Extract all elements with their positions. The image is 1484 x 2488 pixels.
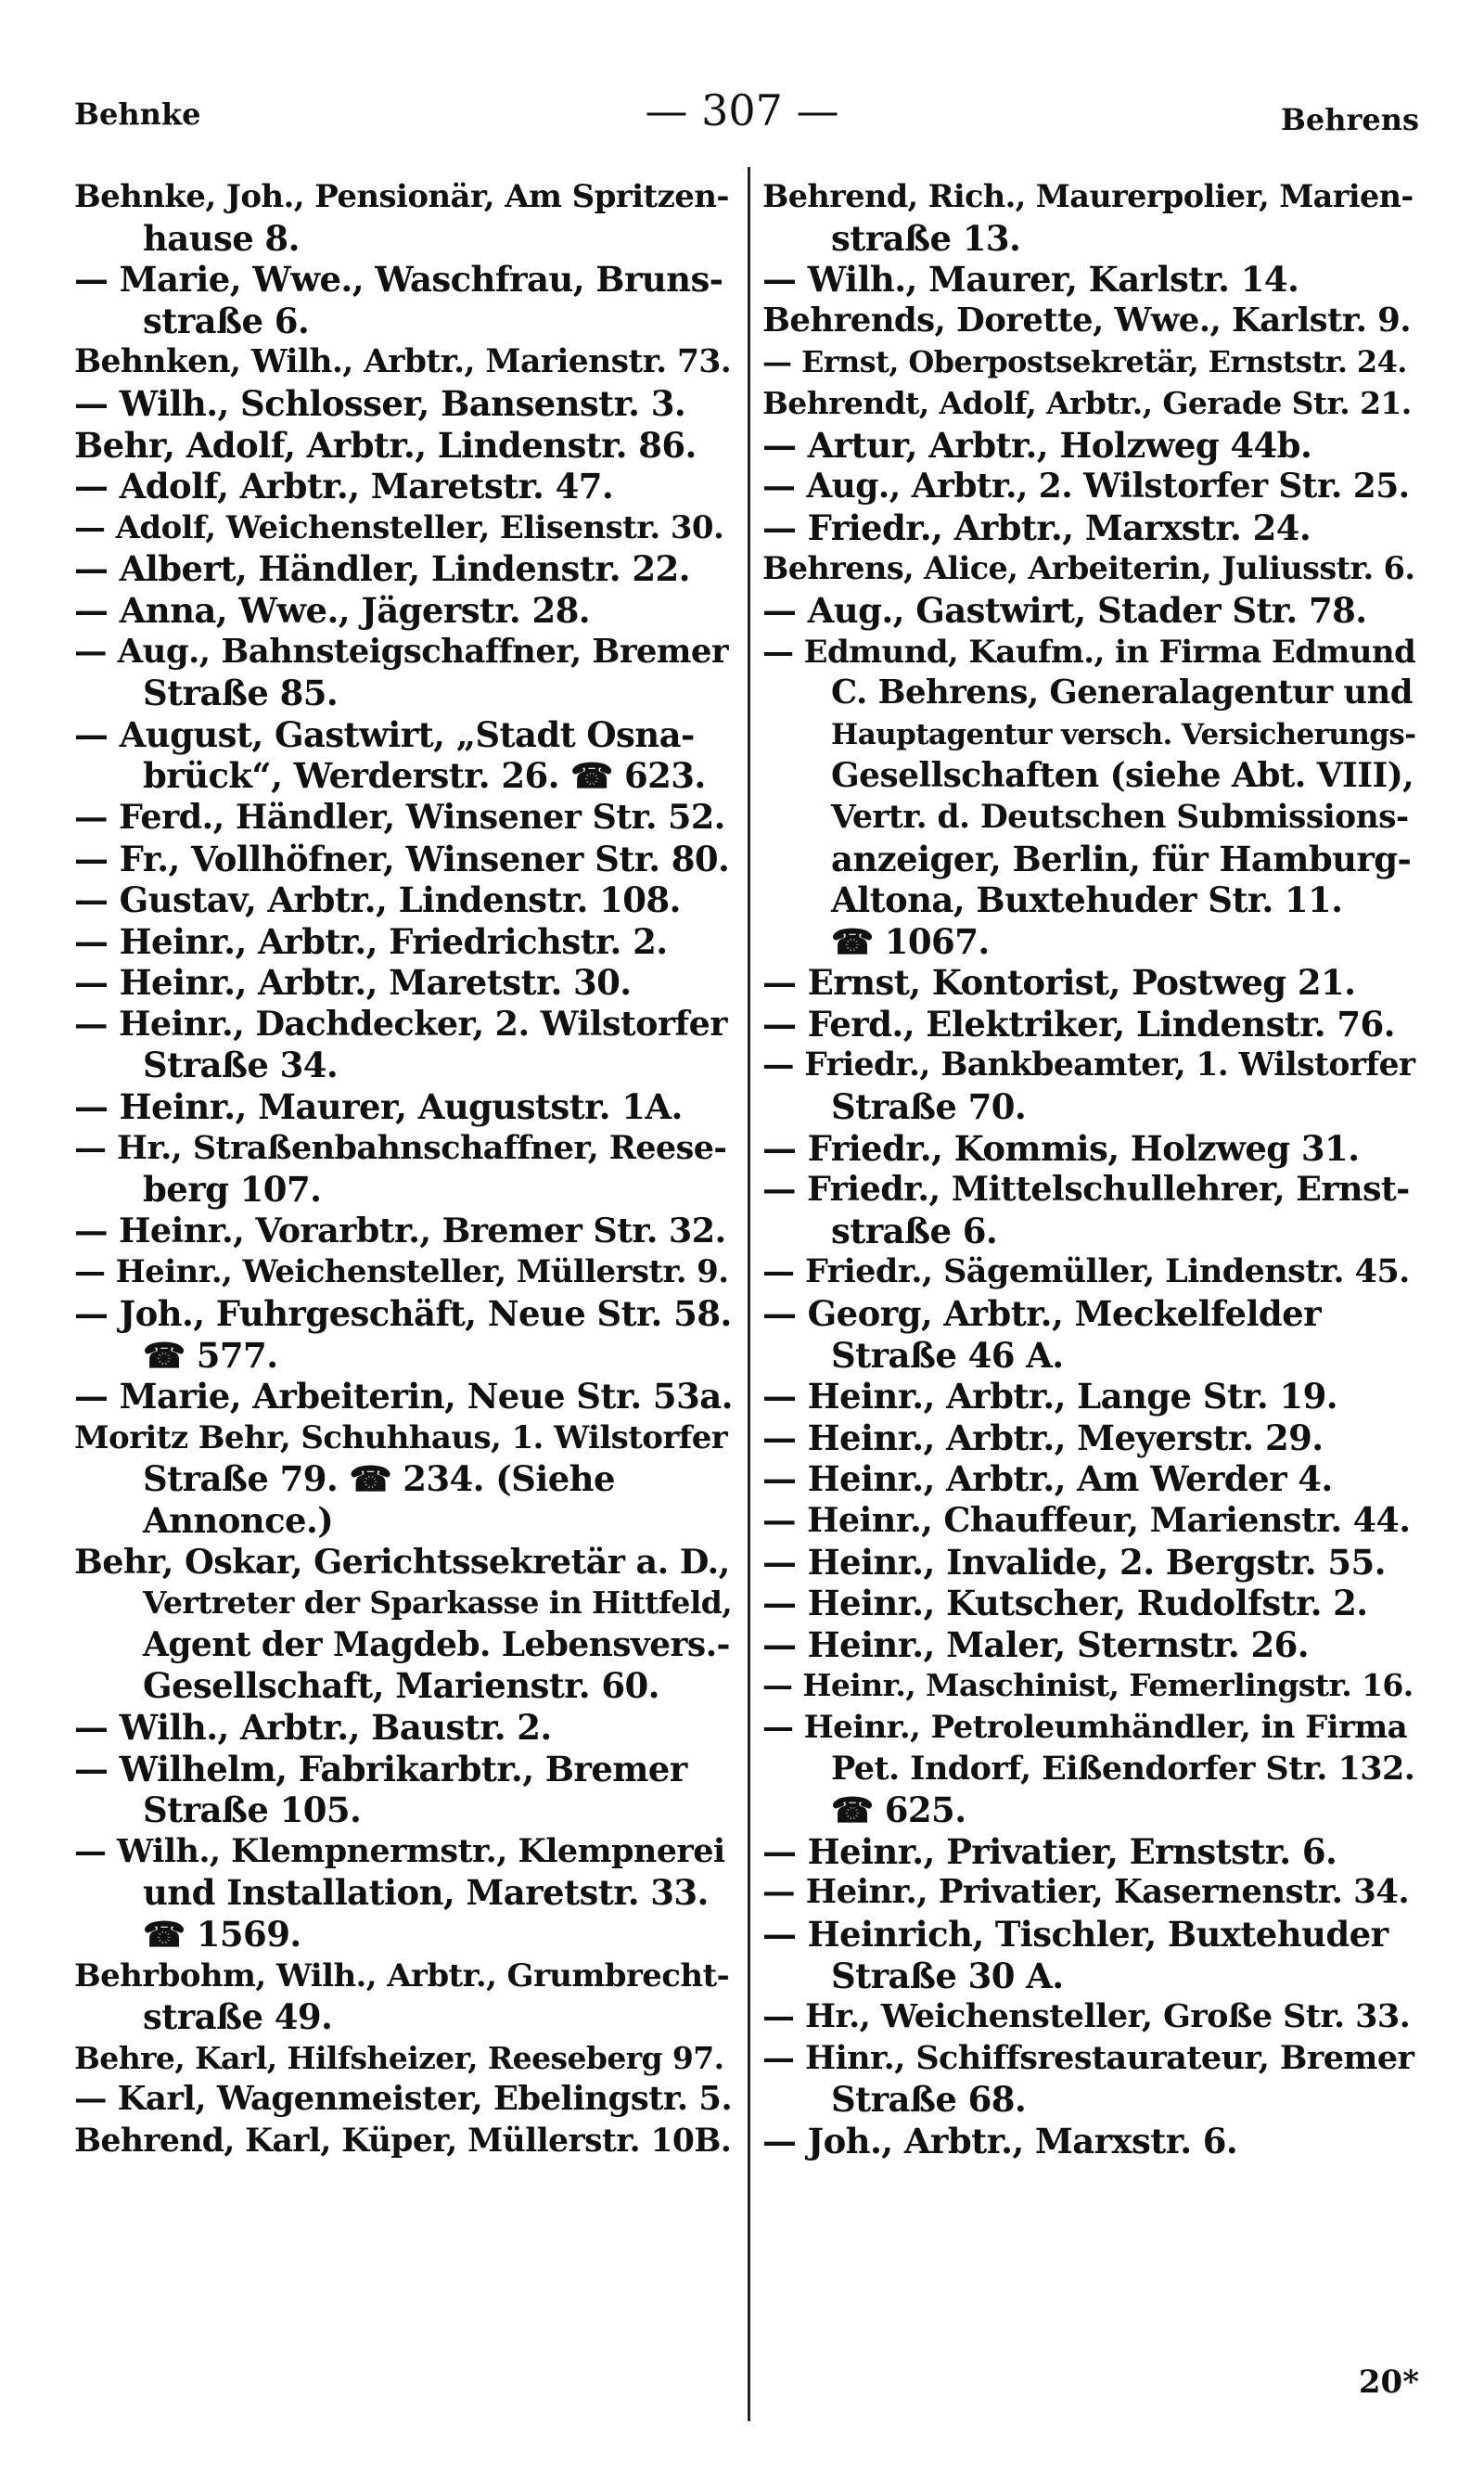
directory-entry: [74, 1128, 733, 1211]
entry-continuation-line: ☎ 1569.: [143, 1913, 301, 1955]
directory-entry: [762, 962, 1416, 1004]
entry-line: Behrend, Rich., Maurerpolier, Marien-: [762, 178, 1414, 214]
directory-entry: [762, 1872, 1416, 1914]
entry-continuation-line: hause 8.: [143, 217, 300, 259]
directory-entry: [762, 1169, 1416, 1251]
entry-line: — Heinr., Weichensteller, Müllerstr. 9.: [74, 1253, 729, 1291]
entry-line: — Adolf, Arbtr., Maretstr. 47.: [74, 466, 614, 507]
entry-line: — Ferd., Elektriker, Lindenstr. 76.: [762, 1003, 1395, 1045]
entry-line: — Marie, Wwe., Waschfrau, Bruns-: [74, 259, 723, 301]
entry-continuation-line: Vertr. d. Deutschen Submissions-: [831, 798, 1409, 836]
entry-continuation-line: Straße 79. ☎ 234. (Siehe: [143, 1458, 615, 1500]
entry-line: — Georg, Arbtr., Meckelfelder: [762, 1293, 1322, 1335]
directory-entry: [762, 301, 1416, 342]
entry-line: — Hr., Weichensteller, Große Str. 33.: [762, 1997, 1411, 2036]
directory-entry: [762, 1458, 1416, 1500]
entry-continuation-line: brück“, Werderstr. 26. ☎ 623.: [143, 755, 706, 797]
directory-entry: [74, 2121, 733, 2162]
directory-entry: [762, 1583, 1416, 1624]
entry-line: — Heinr., Privatier, Kasernenstr. 34.: [762, 1873, 1410, 1912]
entry-line: — Wilh., Maurer, Karlstr. 14.: [762, 259, 1299, 301]
entry-continuation-line: Altona, Buxtehuder Str. 11.: [831, 879, 1343, 921]
directory-entry: [74, 341, 733, 383]
directory-entry: [74, 1211, 733, 1252]
directory-entry: [74, 1542, 733, 1707]
entry-line: — Wilh., Schlosser, Bansenstr. 3.: [74, 382, 686, 424]
directory-entry: [762, 1500, 1416, 1542]
directory-entry: [762, 548, 1416, 590]
entry-continuation-line: Vertreter der Sparkasse in Hittfeld,: [143, 1584, 733, 1622]
entry-continuation-line: Straße 105.: [143, 1789, 362, 1831]
directory-entry: [74, 1251, 733, 1293]
entry-continuation-line: ☎ 577.: [143, 1334, 278, 1376]
directory-entry: [74, 2038, 733, 2080]
directory-entry: [762, 176, 1416, 259]
entry-line: — Heinr., Maler, Sternstr. 26.: [762, 1623, 1310, 1665]
entry-line: — Joh., Arbtr., Marxstr. 6.: [762, 2120, 1238, 2161]
entry-line: Behrbohm, Wilh., Arbtr., Grumbrecht-: [74, 1956, 730, 1994]
entry-line: — Karl, Wagenmeister, Ebelingstr. 5.: [74, 2080, 733, 2119]
directory-entry: [762, 1914, 1416, 1996]
entry-line: — Ernst, Kontorist, Postweg 21.: [762, 962, 1356, 1004]
entry-continuation-line: ☎ 1067.: [831, 920, 990, 962]
directory-entry: [762, 425, 1416, 467]
directory-entry: [74, 797, 733, 839]
entry-line: — Friedr., Arbtr., Marxstr. 24.: [762, 507, 1311, 548]
directory-entry: [74, 259, 733, 341]
running-head-left: Behnke: [74, 96, 201, 132]
entry-line: — Heinr., Maschinist, Femerlingstr. 16.: [762, 1667, 1414, 1704]
entry-line: — August, Gastwirt, „Stadt Osna-: [74, 713, 695, 755]
entry-line: — Aug., Arbtr., 2. Wilstorfer Str. 25.: [762, 467, 1410, 507]
entry-line: — Heinr., Kutscher, Rudolfstr. 2.: [762, 1583, 1368, 1624]
directory-entry: [762, 1417, 1416, 1459]
entry-line: — Wilh., Arbtr., Baustr. 2.: [74, 1706, 552, 1748]
directory-entry: [74, 1376, 733, 1417]
directory-entry: [762, 1004, 1416, 1045]
entry-line: — Hr., Straßenbahnschaffner, Reese-: [74, 1128, 727, 1167]
entry-line: Behr, Oskar, Gerichtssekretär a. D.,: [74, 1541, 730, 1582]
entry-continuation-line: Hauptagentur versch. Versicherungs-: [831, 717, 1416, 751]
directory-entry: [762, 1542, 1416, 1584]
entry-line: — Heinr., Arbtr., Maretstr. 30.: [74, 962, 632, 1004]
entry-line: — Friedr., Mittelschullehrer, Ernst-: [762, 1169, 1410, 1210]
entry-line: — Ferd., Händler, Winsener Str. 52.: [74, 796, 725, 837]
directory-entry: [74, 1707, 733, 1749]
directory-entry: [762, 1831, 1416, 1873]
directory-entry: [74, 466, 733, 507]
entry-line: — Anna, Wwe., Jägerstr. 28.: [74, 589, 591, 631]
directory-entry: [74, 1004, 733, 1086]
entry-line: Behrend, Karl, Küper, Müllerstr. 10B.: [74, 2122, 732, 2160]
entry-line: — Heinr., Invalide, 2. Bergstr. 55.: [762, 1541, 1386, 1583]
directory-entry: [74, 921, 733, 963]
directory-entry: [762, 1045, 1416, 1127]
directory-entry: [762, 259, 1416, 301]
directory-entry: [74, 1749, 733, 1831]
entry-continuation-line: straße 6.: [143, 300, 310, 341]
directory-entry: [762, 2121, 1416, 2162]
directory-entry: [762, 632, 1416, 963]
directory-entry: [74, 2079, 733, 2121]
entry-line: Behrendt, Adolf, Arbtr., Gerade Str. 21.: [762, 384, 1412, 421]
entry-continuation-line: Annonce.): [143, 1500, 334, 1541]
entry-line: Behrens, Alice, Arbeiterin, Juliusstr. 6.: [762, 550, 1415, 587]
directory-entry: [762, 383, 1416, 425]
entry-continuation-line: Straße 85.: [143, 673, 339, 714]
entry-line: — Gustav, Arbtr., Lindenstr. 108.: [74, 879, 681, 921]
entry-line: — Aug., Bahnsteigschaffner, Bremer: [74, 632, 728, 671]
entry-line: — Heinr., Arbtr., Lange Str. 19.: [762, 1376, 1338, 1417]
entry-line: — Heinr., Vorarbtr., Bremer Str. 32.: [74, 1210, 726, 1250]
directory-entry: [74, 176, 733, 259]
directory-entry: [74, 1417, 733, 1542]
entry-continuation-line: Agent der Magdeb. Lebensvers.-: [143, 1624, 730, 1664]
entry-line: — Hinr., Schiffsrestaurateur, Bremer: [762, 2038, 1414, 2077]
entry-line: — Aug., Gastwirt, Stader Str. 78.: [762, 589, 1367, 631]
entry-line: — Adolf, Weichensteller, Elisenstr. 30.: [74, 508, 724, 546]
entry-continuation-line: C. Behrens, Generalagentur und: [831, 673, 1413, 712]
directory-entry: [762, 1128, 1416, 1170]
entry-continuation-line: Gesellschaften (siehe Abt. VIII),: [831, 756, 1414, 796]
entry-line: — Heinr., Petroleumhändler, in Firma: [762, 1708, 1408, 1746]
directory-entry: [762, 2038, 1416, 2121]
directory-entry: [762, 590, 1416, 632]
running-head-right: Behrens: [1280, 102, 1419, 137]
entry-line: Behnke, Joh., Pensionär, Am Spritzen-: [74, 178, 729, 215]
directory-entry: [74, 962, 733, 1004]
directory-entry: [74, 590, 733, 632]
directory-entry: [762, 507, 1416, 549]
directory-entry: [74, 879, 733, 921]
entry-line: — Heinr., Arbtr., Am Werder 4.: [762, 1458, 1333, 1500]
column-divider: [748, 167, 750, 2421]
entry-line: — Wilh., Klempnermstr., Klempnerei: [74, 1831, 725, 1870]
directory-entry: [762, 341, 1416, 383]
page-header: [0, 85, 1484, 150]
entry-line: — Fr., Vollhöfner, Winsener Str. 80.: [74, 838, 730, 879]
directory-entry: [74, 425, 733, 467]
directory-entry: [762, 1665, 1416, 1707]
entry-line: — Joh., Fuhrgeschäft, Neue Str. 58.: [74, 1293, 732, 1335]
directory-entry: [74, 1956, 733, 2038]
entry-line: — Edmund, Kaufm., in Firma Edmund: [762, 633, 1416, 671]
entry-line: Behnken, Wilh., Arbtr., Marienstr. 73.: [74, 343, 732, 381]
entry-line: Behre, Karl, Hilfsheizer, Reeseberg 97.: [74, 2039, 724, 2076]
entry-continuation-line: Straße 34.: [143, 1045, 339, 1086]
entry-line: Moritz Behr, Schuhhaus, 1. Wilstorfer: [74, 1418, 728, 1456]
entry-continuation-line: anzeiger, Berlin, für Hamburg-: [831, 838, 1412, 879]
directory-entry: [762, 1376, 1416, 1417]
directory-entry: [762, 1707, 1416, 1831]
directory-entry: [74, 548, 733, 590]
directory-entry: [762, 1293, 1416, 1376]
directory-entry: [74, 1293, 733, 1376]
entry-line: Behr, Adolf, Arbtr., Lindenstr. 86.: [74, 424, 697, 466]
entry-line: — Heinr., Arbtr., Friedrichstr. 2.: [74, 920, 668, 962]
entry-continuation-line: ☎ 625.: [831, 1789, 966, 1831]
entry-line: — Albert, Händler, Lindenstr. 22.: [74, 548, 690, 590]
signature-mark: 20*: [1358, 2364, 1419, 2401]
entry-continuation-line: berg 107.: [143, 1169, 322, 1211]
entry-line: — Friedr., Sägemüller, Lindenstr. 45.: [762, 1252, 1410, 1291]
directory-entry: [762, 466, 1416, 507]
entry-line: — Heinr., Arbtr., Meyerstr. 29.: [762, 1417, 1324, 1458]
entry-line: — Heinr., Privatier, Ernststr. 6.: [762, 1830, 1337, 1872]
page-number: — 307 —: [645, 85, 839, 135]
left-column: [74, 176, 733, 2162]
entry-continuation-line: Pet. Indorf, Eißendorfer Str. 132.: [831, 1749, 1415, 1788]
entry-line: — Friedr., Bankbeamter, 1. Wilstorfer: [762, 1046, 1415, 1084]
entry-continuation-line: straße 13.: [831, 217, 1021, 259]
directory-entry: [762, 1624, 1416, 1666]
entry-line: — Artur, Arbtr., Holzweg 44b.: [762, 424, 1312, 466]
directory-entry: [762, 1996, 1416, 2038]
entry-line: Behrends, Dorette, Wwe., Karlstr. 9.: [762, 301, 1412, 340]
entry-continuation-line: Straße 70.: [831, 1086, 1027, 1128]
directory-entry: [74, 507, 733, 549]
entry-line: — Heinr., Chauffeur, Marienstr. 44.: [762, 1500, 1411, 1540]
entry-line: — Ernst, Oberpostsekretär, Ernststr. 24.: [762, 344, 1407, 380]
directory-entry: [762, 1251, 1416, 1293]
directory-entry: [74, 714, 733, 797]
entry-continuation-line: Straße 68.: [831, 2079, 1027, 2121]
directory-entry: [74, 383, 733, 425]
entry-continuation-line: Straße 30 A.: [831, 1955, 1064, 1996]
entry-line: — Marie, Arbeiterin, Neue Str. 53a.: [74, 1376, 733, 1417]
entry-line: — Wilhelm, Fabrikarbtr., Bremer: [74, 1748, 687, 1789]
directory-entry: [74, 632, 733, 714]
entry-continuation-line: straße 49.: [143, 1996, 333, 2038]
entry-line: — Friedr., Kommis, Holzweg 31.: [762, 1127, 1360, 1169]
entry-line: — Heinrich, Tischler, Buxtehuder: [762, 1913, 1388, 1955]
entry-continuation-line: Gesellschaft, Marienstr. 60.: [143, 1665, 659, 1707]
directory-entry: [74, 1831, 733, 1956]
directory-entry: [74, 1086, 733, 1128]
entry-line: — Heinr., Dachdecker, 2. Wilstorfer: [74, 1003, 727, 1044]
right-column: [762, 176, 1416, 2162]
entry-line: — Heinr., Maurer, Auguststr. 1A.: [74, 1086, 683, 1128]
entry-continuation-line: straße 6.: [831, 1210, 998, 1251]
directory-entry: [74, 839, 733, 880]
entry-continuation-line: Straße 46 A.: [831, 1334, 1064, 1376]
entry-continuation-line: und Installation, Maretstr. 33.: [143, 1872, 709, 1914]
